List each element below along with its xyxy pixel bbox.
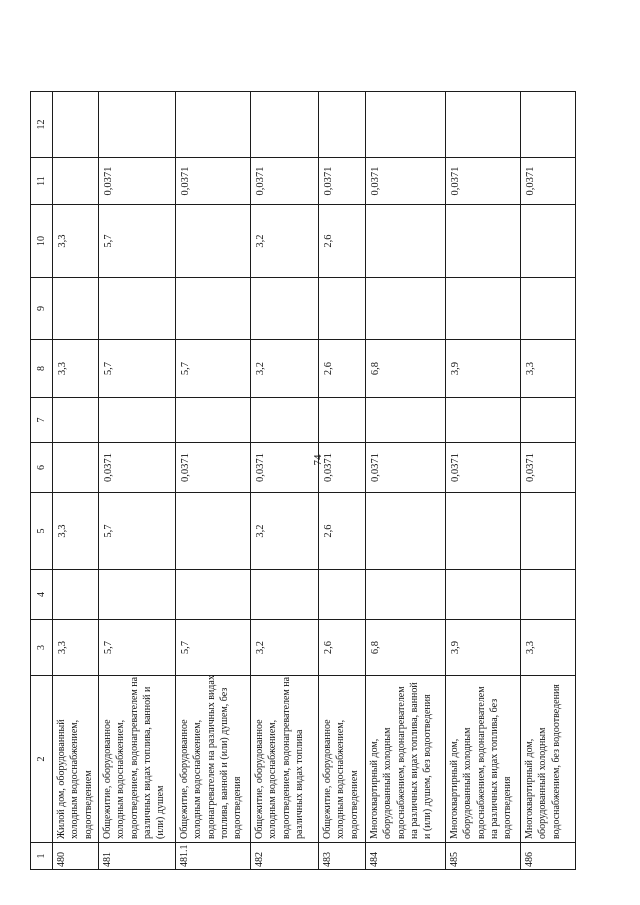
column-number-11: 11 bbox=[31, 158, 53, 205]
value-cell-col-6 bbox=[53, 443, 99, 493]
column-number-8: 8 bbox=[31, 340, 53, 398]
value-cell-col-10: 3,2 bbox=[251, 205, 319, 278]
value-cell-col-3: 3,3 bbox=[521, 620, 576, 676]
value-cell-col-7 bbox=[251, 398, 319, 443]
column-number-4: 4 bbox=[31, 570, 53, 620]
value-cell-col-9 bbox=[99, 278, 176, 340]
value-cell-col-5 bbox=[521, 493, 576, 570]
value-cell-col-4 bbox=[446, 570, 521, 620]
description-cell: Общежитие, оборудованное холодным водоснабжением, водоотведением, водонагревателем на различных видах топлива bbox=[251, 676, 319, 843]
value-cell-col-8: 6,8 bbox=[366, 340, 446, 398]
table-row bbox=[366, 92, 446, 870]
value-cell-col-3: 3,9 bbox=[446, 620, 521, 676]
table-row bbox=[446, 92, 521, 870]
value-cell-col-6: 0,0371 bbox=[319, 443, 366, 493]
value-cell-col-12 bbox=[319, 92, 366, 158]
value-cell-col-8: 3,9 bbox=[446, 340, 521, 398]
value-cell-col-7 bbox=[176, 398, 251, 443]
rotated-table-frame bbox=[30, 92, 575, 870]
value-cell-col-4 bbox=[53, 570, 99, 620]
value-cell-col-12 bbox=[366, 92, 446, 158]
row-number-cell: 486 bbox=[521, 843, 576, 870]
value-cell-col-3: 5,7 bbox=[99, 620, 176, 676]
value-cell-col-10 bbox=[366, 205, 446, 278]
value-cell-col-12 bbox=[53, 92, 99, 158]
value-cell-col-11: 0,0371 bbox=[176, 158, 251, 205]
value-cell-col-12 bbox=[521, 92, 576, 158]
description-cell: Общежитие, оборудованное холодным водоснабжением, водоотведением, водонагревателем на различных видах топлива, ванной и (или) душем bbox=[99, 676, 176, 843]
value-cell-col-7 bbox=[521, 398, 576, 443]
row-number-cell: 484 bbox=[366, 843, 446, 870]
value-cell-col-12 bbox=[251, 92, 319, 158]
table-row bbox=[176, 92, 251, 870]
value-cell-col-11 bbox=[53, 158, 99, 205]
value-cell-col-7 bbox=[366, 398, 446, 443]
value-cell-col-10: 3,3 bbox=[53, 205, 99, 278]
value-cell-col-6: 0,0371 bbox=[251, 443, 319, 493]
value-cell-col-11: 0,0371 bbox=[366, 158, 446, 205]
value-cell-col-10 bbox=[446, 205, 521, 278]
value-cell-col-9 bbox=[366, 278, 446, 340]
description-cell: Общежитие, оборудованное холодным водоснабжением, водоотведением bbox=[319, 676, 366, 843]
value-cell-col-9 bbox=[319, 278, 366, 340]
value-cell-col-8: 2,6 bbox=[319, 340, 366, 398]
value-cell-col-6: 0,0371 bbox=[176, 443, 251, 493]
value-cell-col-4 bbox=[251, 570, 319, 620]
value-cell-col-8: 3,3 bbox=[53, 340, 99, 398]
description-cell: Многоквартирный дом, оборудованный холодным водоснабжением, водонагревателем на различных видах топлива, ванной и (или) душем, без водоотведения bbox=[366, 676, 446, 843]
value-cell-col-6: 0,0371 bbox=[521, 443, 576, 493]
row-number-cell: 482 bbox=[251, 843, 319, 870]
value-cell-col-3: 3,2 bbox=[251, 620, 319, 676]
value-cell-col-5 bbox=[446, 493, 521, 570]
value-cell-col-12 bbox=[99, 92, 176, 158]
value-cell-col-5: 3,3 bbox=[53, 493, 99, 570]
value-cell-col-9 bbox=[176, 278, 251, 340]
value-cell-col-7 bbox=[53, 398, 99, 443]
value-cell-col-7 bbox=[446, 398, 521, 443]
value-cell-col-11: 0,0371 bbox=[319, 158, 366, 205]
column-number-1: 1 bbox=[31, 843, 53, 870]
column-number-10: 10 bbox=[31, 205, 53, 278]
value-cell-col-10: 2,6 bbox=[319, 205, 366, 278]
value-cell-col-6: 0,0371 bbox=[366, 443, 446, 493]
table-row bbox=[99, 92, 176, 870]
value-cell-col-11: 0,0371 bbox=[99, 158, 176, 205]
table-header-row bbox=[31, 92, 53, 870]
value-cell-col-5 bbox=[366, 493, 446, 570]
row-number-cell: 485 bbox=[446, 843, 521, 870]
value-cell-col-8: 3,2 bbox=[251, 340, 319, 398]
column-number-5: 5 bbox=[31, 493, 53, 570]
table-row bbox=[319, 92, 366, 870]
column-number-7: 7 bbox=[31, 398, 53, 443]
value-cell-col-5: 2,6 bbox=[319, 493, 366, 570]
row-number-cell: 481 bbox=[99, 843, 176, 870]
value-cell-col-4 bbox=[521, 570, 576, 620]
value-cell-col-11: 0,0371 bbox=[251, 158, 319, 205]
column-number-9: 9 bbox=[31, 278, 53, 340]
description-cell: Общежитие, оборудованное холодным водоснабжением, водонагревателем на различных видах топлива, ванной и (или) душем, без водоотведения bbox=[176, 676, 251, 843]
table-row bbox=[251, 92, 319, 870]
value-cell-col-10: 5,7 bbox=[99, 205, 176, 278]
value-cell-col-8: 3,3 bbox=[521, 340, 576, 398]
value-cell-col-11: 0,0371 bbox=[446, 158, 521, 205]
value-cell-col-9 bbox=[446, 278, 521, 340]
value-cell-col-6: 0,0371 bbox=[446, 443, 521, 493]
description-cell: Многоквартирный дом, оборудованный холодным водоснабжением, водонагревателем на различных видах топлива, без водоотведения bbox=[446, 676, 521, 843]
value-cell-col-12 bbox=[176, 92, 251, 158]
row-number-cell: 481.1 bbox=[176, 843, 251, 870]
column-number-6: 6 bbox=[31, 443, 53, 493]
description-cell: Многоквартирный дом, оборудованный холодным водоснабжением, без водоотведения bbox=[521, 676, 576, 843]
value-cell-col-3: 3,3 bbox=[53, 620, 99, 676]
value-cell-col-7 bbox=[99, 398, 176, 443]
row-number-cell: 480 bbox=[53, 843, 99, 870]
table-row bbox=[521, 92, 576, 870]
column-number-12: 12 bbox=[31, 92, 53, 158]
value-cell-col-9 bbox=[53, 278, 99, 340]
value-cell-col-9 bbox=[521, 278, 576, 340]
value-cell-col-10 bbox=[176, 205, 251, 278]
value-cell-col-7 bbox=[319, 398, 366, 443]
value-cell-col-4 bbox=[99, 570, 176, 620]
column-number-3: 3 bbox=[31, 620, 53, 676]
value-cell-col-12 bbox=[446, 92, 521, 158]
value-cell-col-4 bbox=[319, 570, 366, 620]
value-cell-col-5: 3,2 bbox=[251, 493, 319, 570]
value-cell-col-4 bbox=[176, 570, 251, 620]
data-table bbox=[30, 91, 576, 870]
value-cell-col-8: 5,7 bbox=[176, 340, 251, 398]
value-cell-col-5: 5,7 bbox=[99, 493, 176, 570]
value-cell-col-11: 0,0371 bbox=[521, 158, 576, 205]
value-cell-col-3: 2,6 bbox=[319, 620, 366, 676]
value-cell-col-4 bbox=[366, 570, 446, 620]
description-cell: Жилой дом, оборудованный холодным водоснабжением, водоотведением bbox=[53, 676, 99, 843]
value-cell-col-5 bbox=[176, 493, 251, 570]
page-number: 74 bbox=[312, 454, 324, 466]
value-cell-col-3: 6,8 bbox=[366, 620, 446, 676]
value-cell-col-10 bbox=[521, 205, 576, 278]
row-number-cell: 483 bbox=[319, 843, 366, 870]
column-number-2: 2 bbox=[31, 676, 53, 843]
value-cell-col-3: 5,7 bbox=[176, 620, 251, 676]
table-row bbox=[53, 92, 99, 870]
value-cell-col-6: 0,0371 bbox=[99, 443, 176, 493]
value-cell-col-8: 5,7 bbox=[99, 340, 176, 398]
value-cell-col-9 bbox=[251, 278, 319, 340]
